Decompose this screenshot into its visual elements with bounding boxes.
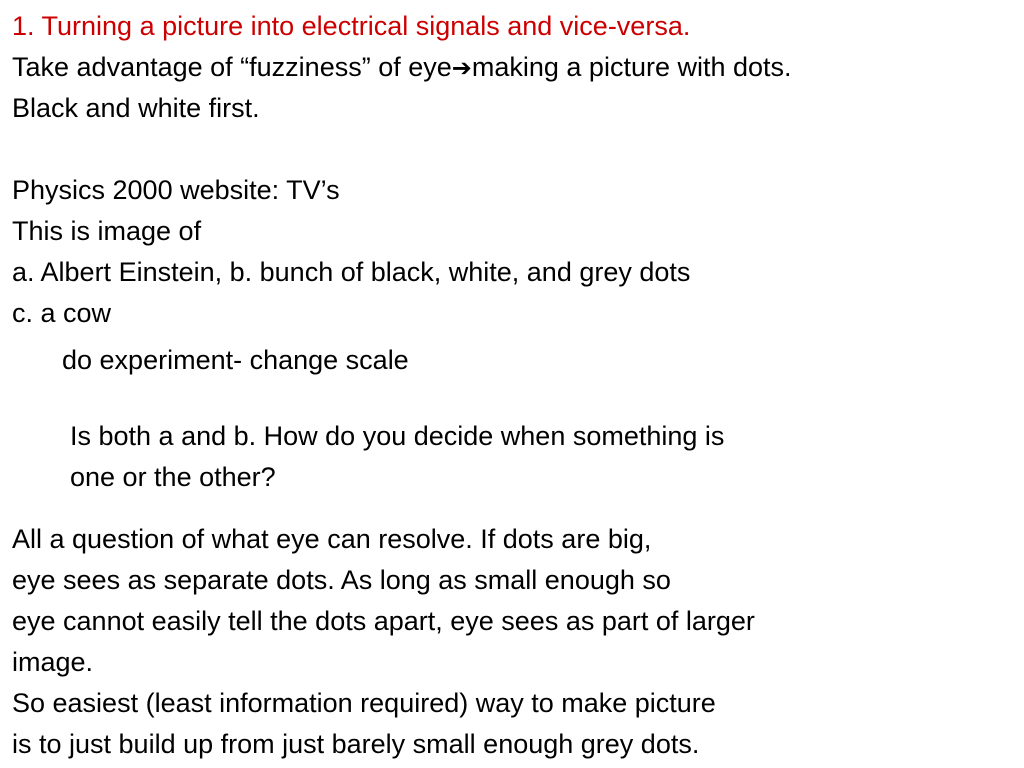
explanation-line: All a question of what eye can resolve. If dots are big, bbox=[12, 524, 652, 554]
experiment-note: do experiment- change scale bbox=[62, 345, 409, 375]
intro-line-2: Black and white first. bbox=[12, 93, 260, 123]
answer-line-1: Is both a and b. How do you decide when something is bbox=[70, 421, 725, 451]
answer-line-2: one or the other? bbox=[70, 462, 276, 492]
explanation-line: image. bbox=[12, 647, 94, 677]
question-option-c: c. a cow bbox=[12, 298, 112, 328]
source-line: Physics 2000 website: TV’s bbox=[12, 175, 340, 205]
explanation-line: So easiest (least information required) way to make picture bbox=[12, 688, 716, 718]
explanation-line: is to just build up from just barely small enough grey dots. bbox=[12, 729, 700, 759]
question-prompt: This is image of bbox=[12, 216, 202, 246]
explanation-line: eye cannot easily tell the dots apart, eye sees as part of larger bbox=[12, 606, 755, 636]
intro-text-end: making a picture with dots. bbox=[471, 52, 792, 82]
right-arrow-icon: ➔ bbox=[451, 54, 472, 82]
question-options-ab: a. Albert Einstein, b. bunch of black, white, and grey dots bbox=[12, 257, 691, 287]
intro-text-start: Take advantage of “fuzziness” of eye bbox=[12, 52, 452, 82]
intro-line bbox=[12, 47, 792, 89]
slide-heading: 1. Turning a picture into electrical signals and vice-versa. bbox=[12, 11, 691, 41]
explanation-line: eye sees as separate dots. As long as small enough so bbox=[12, 565, 671, 595]
